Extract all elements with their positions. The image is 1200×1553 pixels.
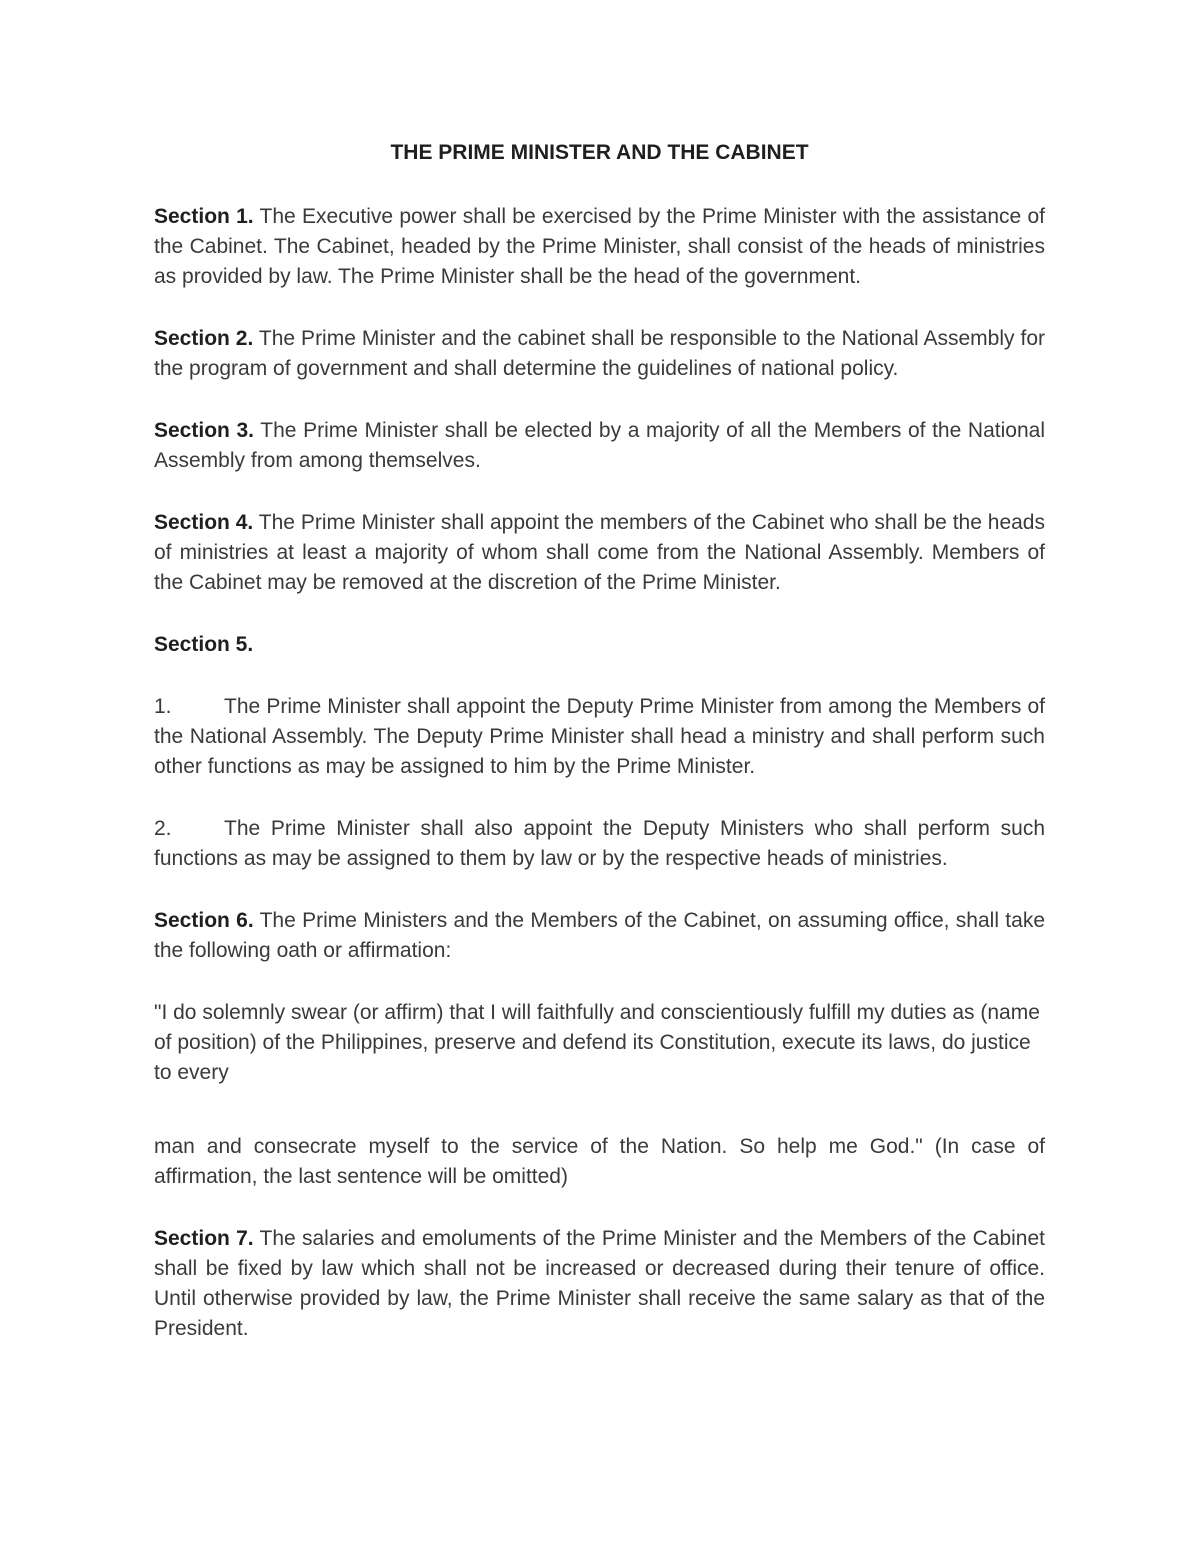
section-3-label: Section 3.	[154, 419, 254, 442]
oath-text-part-2: man and consecrate myself to the service of the Nation. So help me God." (In case of affirmation, the last sentence will be omitted)	[154, 1135, 1045, 1188]
section-7	[154, 1224, 1045, 1344]
list-item	[154, 814, 1045, 874]
section-2-paragraph	[154, 324, 1045, 384]
document-title: THE PRIME MINISTER AND THE CABINET	[390, 141, 809, 164]
section-7-label: Section 7.	[154, 1227, 254, 1250]
oath-block-part-1	[154, 998, 1045, 1088]
oath-text-part-1: "I do solemnly swear (or affirm) that I will faithfully and conscientiously fulfill my duties as (name of position) of the Philippines, preserve and defend its Constitution, execute its laws, do justice to every	[154, 1001, 1040, 1084]
section-5-item-2	[154, 814, 1045, 874]
section-1-label: Section 1.	[154, 205, 254, 228]
section-3	[154, 416, 1045, 476]
section-2	[154, 324, 1045, 384]
list-item-text: The Prime Minister shall appoint the Deputy Prime Minister from among the Members of the National Assembly. The Deputy Prime Minister shall head a ministry and shall perform such other functions as may be assigned to him by the Prime Minister.	[154, 695, 1045, 778]
section-6-text: The Prime Ministers and the Members of the Cabinet, on assuming office, shall take the following oath or affirmation:	[154, 909, 1045, 962]
section-7-paragraph	[154, 1224, 1045, 1344]
list-item-text: The Prime Minister shall also appoint the Deputy Ministers who shall perform such functions as may be assigned to them by law or by the respective heads of ministries.	[154, 817, 1045, 870]
list-item	[154, 692, 1045, 782]
section-6-label: Section 6.	[154, 909, 254, 932]
section-7-text: The salaries and emoluments of the Prime Minister and the Members of the Cabinet shall be fixed by law which shall not be increased or decreased during their tenure of office. Until otherwise provided by law, the Prime Minister shall receive the same salary as that of the President.	[154, 1227, 1045, 1340]
section-1	[154, 202, 1045, 292]
section-4	[154, 508, 1045, 598]
section-3-text: The Prime Minister shall be elected by a majority of all the Members of the National Assembly from among themselves.	[154, 419, 1045, 472]
document-page	[154, 138, 1045, 1376]
list-item-number: 1.	[154, 695, 172, 718]
section-6-paragraph	[154, 906, 1045, 966]
section-1-paragraph	[154, 202, 1045, 292]
section-6	[154, 906, 1045, 966]
section-1-text: The Executive power shall be exercised by the Prime Minister with the assistance of the Cabinet. The Cabinet, headed by the Prime Minister, shall consist of the heads of ministries as provided by law. The Prime Minister shall be the head of the government.	[154, 205, 1045, 288]
section-5-label: Section 5.	[154, 633, 254, 656]
oath-block-part-2	[154, 1132, 1045, 1192]
list-item-number: 2.	[154, 817, 172, 840]
section-2-text: The Prime Minister and the cabinet shall be responsible to the National Assembly for the program of government and shall determine the guidelines of national policy.	[154, 327, 1045, 380]
section-5-item-1	[154, 692, 1045, 782]
section-4-paragraph	[154, 508, 1045, 598]
section-4-label: Section 4.	[154, 511, 254, 534]
section-4-text: The Prime Minister shall appoint the members of the Cabinet who shall be the heads of ministries at least a majority of whom shall come from the National Assembly. Members of the Cabinet may be removed at the discretion of the Prime Minister.	[154, 511, 1045, 594]
section-2-label: Section 2.	[154, 327, 254, 350]
section-3-paragraph	[154, 416, 1045, 476]
